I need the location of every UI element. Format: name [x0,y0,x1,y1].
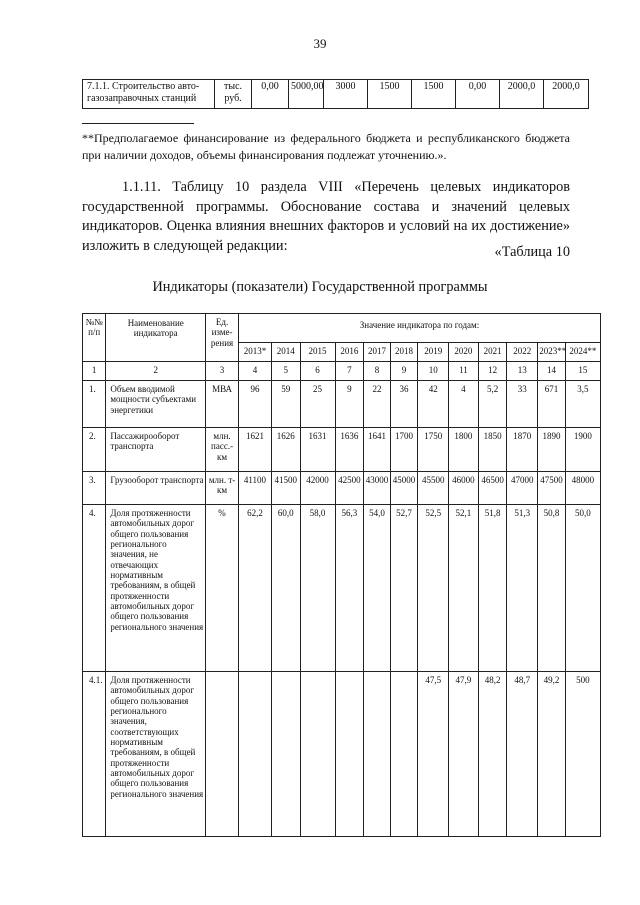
cell-value: 42500 [335,472,364,505]
cell-value: 51,3 [507,505,538,672]
cell-value: 9 [335,381,364,428]
header-row [83,314,601,343]
cell-value: 3,5 [565,381,600,428]
column-number: 2 [106,362,206,381]
cell-value: 50,0 [565,505,600,672]
column-number: 15 [565,362,600,381]
cell-value: 2000,0 [500,80,544,109]
cell-value: 52,1 [449,505,479,672]
cell-value: 47,5 [418,672,449,837]
cell-value: 48,7 [507,672,538,837]
column-number: 1 [83,362,106,381]
cell-value: 1636 [335,428,364,472]
table-row [83,80,589,109]
cell-value: 22 [364,381,391,428]
cell-value [364,672,391,837]
cell-value [300,672,335,837]
header-year: 2016 [335,342,364,361]
column-number: 5 [271,362,300,381]
row-name: Доля протяженности автомобильных дорог общего пользования регионального значения, соответствующих нормативным требованиям, в общей протяженности автомобильных дорог общего пользования регионального значения [106,672,206,837]
row-number: 3. [83,472,106,505]
footnote: **Предполагаемое финансирование из федерального бюджета и республиканского бюджета при наличии доходов, объемы финансирования подлежат уточнению.». [82,131,570,162]
cell-value: 47000 [507,472,538,505]
row-number: 4.1. [83,672,106,837]
header-year: 2019 [418,342,449,361]
table-row [83,505,601,672]
cell-value: 42 [418,381,449,428]
cell-value: 41100 [239,472,272,505]
footnote-divider [82,123,194,124]
cell-value: 1850 [478,428,507,472]
cell-value [271,672,300,837]
table-title: Индикаторы (показатели) Государственной программы [152,279,488,295]
table-label: «Таблица 10 [494,244,570,260]
row-unit: % [206,505,239,672]
cell-value: 42000 [300,472,335,505]
header-year: 2015 [300,342,335,361]
cell-value: 41500 [271,472,300,505]
cell-value: 1870 [507,428,538,472]
cell-value [390,672,418,837]
column-number: 13 [507,362,538,381]
header-year: 2017 [364,342,391,361]
header-name: Наименование индикатора [106,314,206,362]
cell-value: 56,3 [335,505,364,672]
row-unit: МВА [206,381,239,428]
table-row [83,472,601,505]
row-unit [206,672,239,837]
cell-value: 52,5 [418,505,449,672]
header-year: 2022 [507,342,538,361]
table-row [83,672,601,837]
row-number: 4. [83,505,106,672]
column-number: 3 [206,362,239,381]
cell-value: 5000,00 [289,80,324,109]
column-number: 8 [364,362,391,381]
column-number: 12 [478,362,507,381]
cell-value: 62,2 [239,505,272,672]
cell-value: 1631 [300,428,335,472]
cell-value: 1626 [271,428,300,472]
column-number: 9 [390,362,418,381]
cell-value [239,672,272,837]
cell-value: 1800 [449,428,479,472]
header-num: №№ п/п [83,314,106,362]
cell-value: 60,0 [271,505,300,672]
cell-value: 500 [565,672,600,837]
header-year: 2023** [538,342,566,361]
header-unit: Ед. изме-рения [206,314,239,362]
body-paragraph: 1.1.11. Таблицу 10 раздела VIII «Перечень целевых индикаторов государственной программы. Обоснование состава и значений целевых индикаторов. Оценка влияния внешних факторов и условий на их достижение» изложить в следующей редакции: [82,179,570,254]
cell-value: 1621 [239,428,272,472]
indicators-table [82,313,601,837]
cell-value: 50,8 [538,505,566,672]
row-name: Пассажирооборот транспорта [106,428,206,472]
cell-value: 1890 [538,428,566,472]
column-numbers-row [83,362,601,381]
row-number: 2. [83,428,106,472]
cell-value: 58,0 [300,505,335,672]
row-name: Грузооборот транспорта [106,472,206,505]
cell-value: 1641 [364,428,391,472]
row-name: 7.1.1. Строительство авто-газозаправочных станций [83,80,215,109]
cell-value: 1750 [418,428,449,472]
cell-value: 0,00 [252,80,289,109]
cell-value: 25 [300,381,335,428]
cell-value: 36 [390,381,418,428]
cell-value: 47,9 [449,672,479,837]
cell-value: 671 [538,381,566,428]
row-number: 1. [83,381,106,428]
cell-value: 1700 [390,428,418,472]
cell-value: 33 [507,381,538,428]
cell-value: 3000 [324,80,368,109]
row-unit: млн. пасс.-км [206,428,239,472]
header-year: 2014 [271,342,300,361]
column-number: 14 [538,362,566,381]
column-number: 10 [418,362,449,381]
cell-value: 1500 [368,80,412,109]
column-number: 6 [300,362,335,381]
header-values-group: Значение индикатора по годам: [239,314,601,343]
cell-value: 43000 [364,472,391,505]
row-unit: млн. т-км [206,472,239,505]
row-unit: тыс. руб. [215,80,252,109]
cell-value: 54,0 [364,505,391,672]
column-number: 7 [335,362,364,381]
cell-value: 96 [239,381,272,428]
header-year: 2013* [239,342,272,361]
cell-value: 52,7 [390,505,418,672]
cell-value: 2000,0 [544,80,589,109]
row-name: Доля протяженности автомобильных дорог общего пользования регионального значения, не отвечающих нормативным требованиям, в общей протяженности автомобильных дорог общего пользования регионального значения [106,505,206,672]
header-year: 2021 [478,342,507,361]
cell-value: 59 [271,381,300,428]
cell-value: 51,8 [478,505,507,672]
financing-table [82,79,589,109]
cell-value: 46000 [449,472,479,505]
cell-value: 45000 [390,472,418,505]
cell-value: 45500 [418,472,449,505]
cell-value: 48000 [565,472,600,505]
column-number: 4 [239,362,272,381]
cell-value: 46500 [478,472,507,505]
header-year: 2018 [390,342,418,361]
table-row [83,381,601,428]
row-name: Объем вводимой мощности субъектами энергетики [106,381,206,428]
cell-value: 47500 [538,472,566,505]
cell-value: 5,2 [478,381,507,428]
page-number: 39 [313,36,327,51]
cell-value: 1900 [565,428,600,472]
cell-value: 4 [449,381,479,428]
header-year: 2020 [449,342,479,361]
cell-value: 1500 [412,80,456,109]
cell-value: 49,2 [538,672,566,837]
cell-value: 48,2 [478,672,507,837]
header-year: 2024** [565,342,600,361]
cell-value [335,672,364,837]
table-row [83,428,601,472]
cell-value: 0,00 [456,80,500,109]
column-number: 11 [449,362,479,381]
